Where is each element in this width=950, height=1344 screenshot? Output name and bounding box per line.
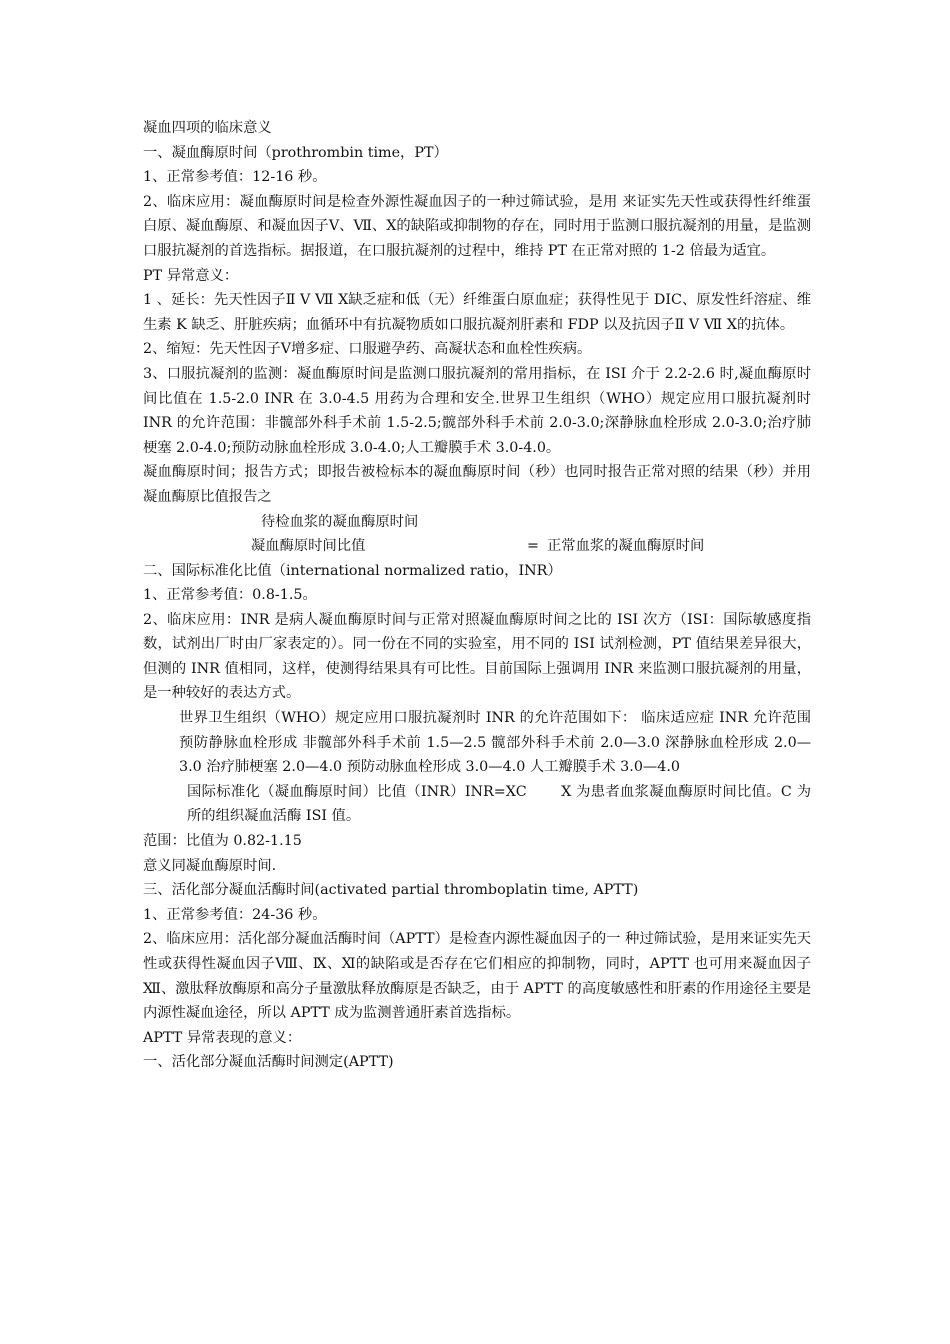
section-heading-aptt: 三、活化部分凝血活酶时间(activated partial thromboplatin time, APTT) <box>143 882 639 899</box>
inr-range: 范围：比值为 0.82-1.15 <box>143 833 302 850</box>
aptt-reference-value: 1、正常参考值：24-36 秒。 <box>143 906 327 923</box>
aptt-abnormal-heading: APTT 异常表现的意义： <box>143 1029 302 1046</box>
document-title: 凝血四项的临床意义 <box>143 120 272 136</box>
inr-formula: 国际标准化（凝血酶原时间）比值（INR）INR=XC X 为患者血浆凝血酶原时间比值。C 为所的组织凝血活酶 ISI 值。 <box>187 783 811 825</box>
ratio-label: 凝血酶原时间比值 <box>251 538 366 555</box>
pt-clinical-application: 2、临床应用：凝血酶原时间是检查外源性凝血因子的一种过筛试验，是用 来证实先天性或获得性纤维蛋白原、凝血酶原、和凝血因子Ⅴ、Ⅶ、Ⅹ的缺陷或抑制物的存在，同时用于监测口服抗凝剂的用量，是监测口服抗凝剂的首选指标。据报道，在口服抗凝剂的过程中，维持 PT 在正常对照的 1-2 倍最为适宜。 <box>143 193 812 259</box>
aptt-clinical-application: 2、临床应用：活化部分凝血活酶时间（APTT）是检查内源性凝血因子的一 种过筛试验，是用来证实先天性或获得性凝血因子Ⅷ、Ⅸ、Ⅺ的缺陷或是否存在它们相应的抑制物，同时，APTT 也可用来凝血因子Ⅻ、激肽释放酶原和高分子量激肽释放酶原是否缺乏，由于 APTT 的高度敏感性和肝素的作用途径主要是内源性凝血途径，所以 APTT 成为监测普通肝素首选指标。 <box>143 931 811 1022</box>
section-heading-inr: 二、国际标准化比值（international normalized ratio，INR） <box>143 562 562 579</box>
inr-reference-value: 1、正常参考值：0.8-1.5。 <box>143 587 317 604</box>
inr-meaning: 意义同凝血酶原时间. <box>143 857 277 874</box>
ratio-numerator: 待检血浆的凝血酶原时间 <box>261 513 419 530</box>
pt-ratio-formula <box>143 510 811 559</box>
inr-clinical-application: 2、临床应用：INR 是病人凝血酶原时间与正常对照凝血酶原时间之比的 ISI 次方（ISI：国际敏感度指数，试剂出厂时由厂家表定的）。同一份在不同的实验室，用不同的 ISI 试剂检测，PT 值结果差异很大，但测的 INR 值相同，这样，使测得结果具有可比性。目前国际上强调用 INR 来监测口服抗凝剂的用量，是一种较好的表达方式。 <box>143 611 811 702</box>
pt-prolonged: 1 、延长：先天性因子Ⅱ Ⅴ Ⅶ Ⅹ缺乏症和低（无）纤维蛋白原血症；获得性见于 DIC、原发性纤溶症、维生素 K 缺乏、肝脏疾病；血循环中有抗凝物质如口服抗凝剂肝素和 FDP 以及抗因子Ⅱ Ⅴ Ⅶ Ⅹ的抗体。 <box>143 292 811 333</box>
pt-abnormal-heading: PT 异常意义： <box>143 267 239 284</box>
ratio-equals-sign: = <box>527 538 539 555</box>
aptt-subheading: 一、活化部分凝血活酶时间测定(APTT) <box>143 1054 394 1071</box>
ratio-denominator: 正常血浆的凝血酶原时间 <box>547 538 705 555</box>
pt-shortened: 2、缩短：先天性因子Ⅴ增多症、口服避孕药、高凝状态和血栓性疾病。 <box>143 341 592 358</box>
pt-reference-value: 1、正常参考值：12-16 秒。 <box>143 169 327 186</box>
pt-report-method: 凝血酶原时间；报告方式；即报告被检标本的凝血酶原时间（秒）也同时报告正常对照的结果（秒）并用凝血酶原比值报告之 <box>143 464 811 505</box>
section-heading-pt: 一、凝血酶原时间（prothrombin time，PT） <box>143 144 448 161</box>
document-body <box>143 116 811 1075</box>
pt-anticoagulant-monitoring: 3、口服抗凝剂的监测：凝血酶原时间是监测口服抗凝剂的常用指标，在 ISI 介于 2.2-2.6 时,凝血酶原时间比值在 1.5-2.0 INR 在 3.0-4.5 用药为合理和安全.世界卫生组织（WHO）规定应用口服抗凝剂时 INR 的允许范围：非髋部外科手术前 1.5-2.5;髋部外科手术前 2.0-3.0;深静脉血栓形成 2.0-3.0;治疗肺梗塞 2.0-4.0;预防动脉血栓形成 3.0-4.0;人工瓣膜手术 3.0-4.0。 <box>143 365 811 456</box>
inr-who-ranges: 世界卫生组织（WHO）规定应用口服抗凝剂时 INR 的允许范围如下： 临床适应症 INR 允许范围 预防静脉血栓形成 非髋部外科手术前 1.5—2.5 髋部外科手术前 2.0—3.0 深静脉血栓形成 2.0—3.0 治疗肺梗塞 2.0—4.0 预防动脉血栓形成 3.0—4.0 人工瓣膜手术 3.0—4.0 <box>179 710 811 776</box>
